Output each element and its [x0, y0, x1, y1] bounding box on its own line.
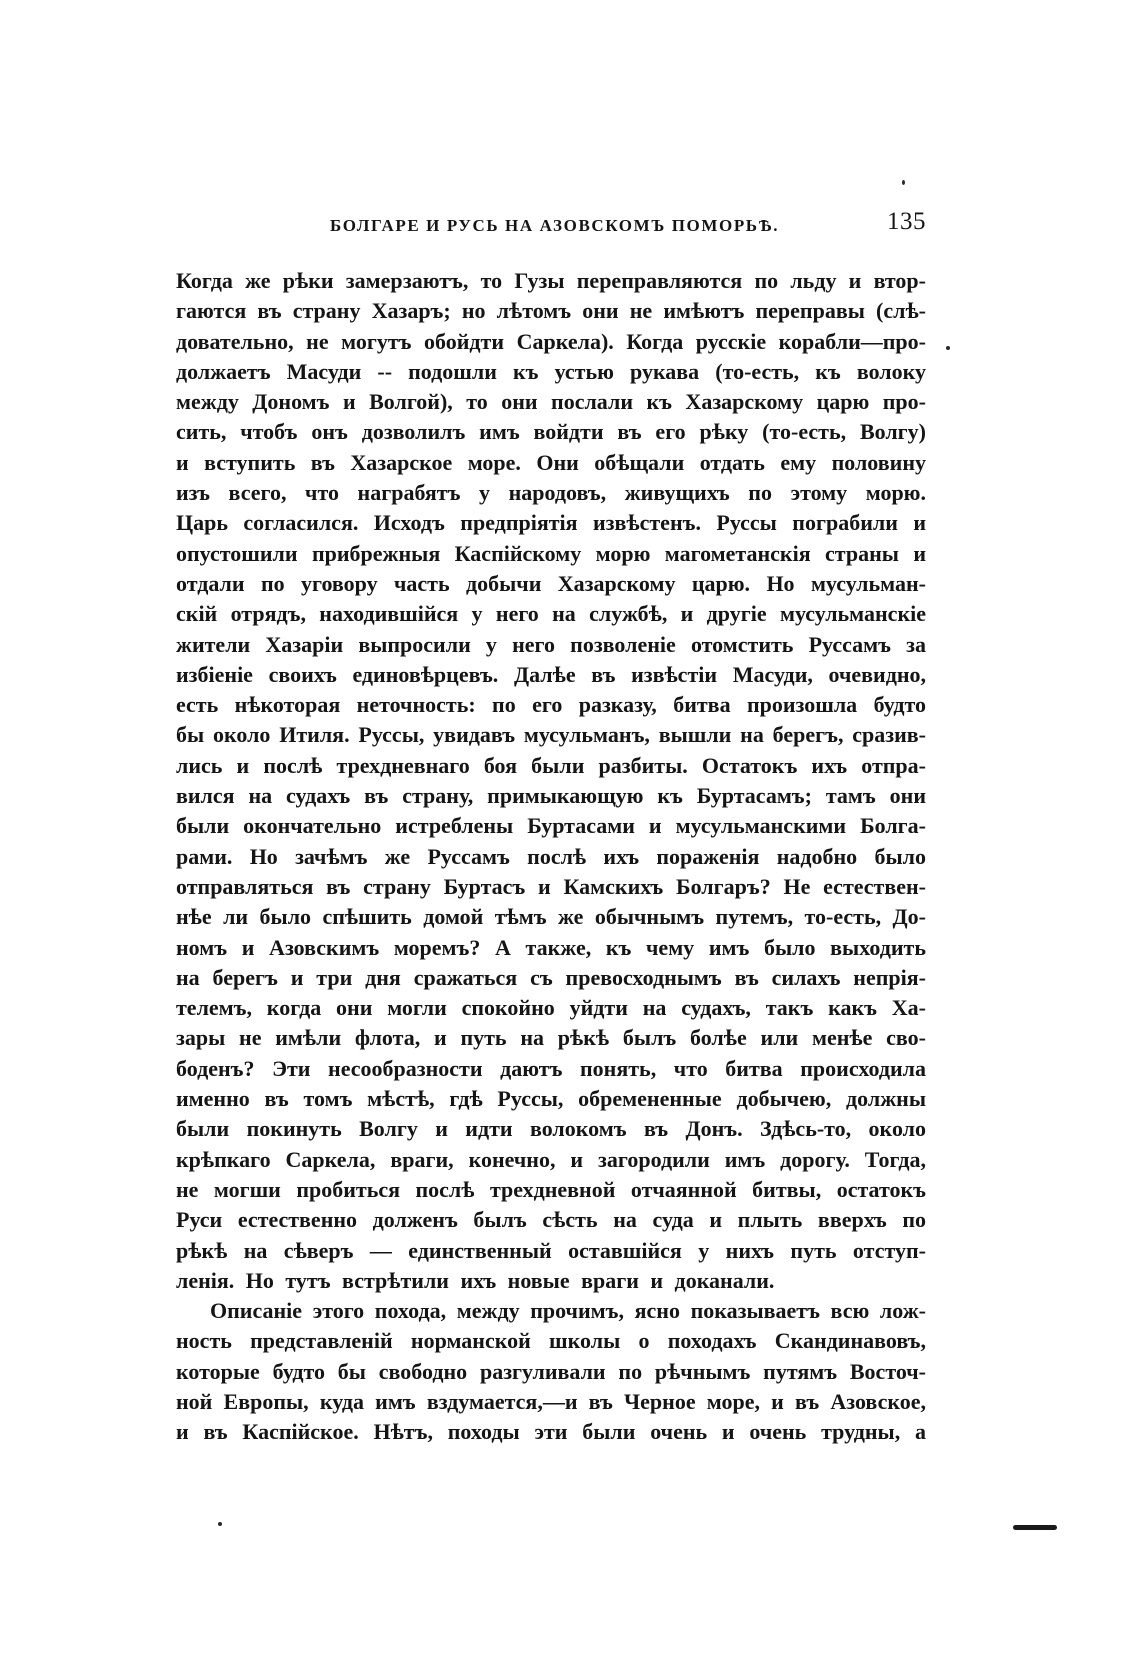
text-line: Царь согласился. Исходъ предпріятія извѣстенъ. Руссы пограбили и	[176, 510, 926, 536]
text-line: Когда же рѣки замерзаютъ, то Гузы переправляются по льду и втор-	[176, 268, 926, 293]
text-line: которые будто бы свободно разгуливали по рѣчнымъ путямъ Восточ-	[176, 1358, 926, 1384]
text-line: есть нѣкоторая неточность: по его разказу, битва произошла будто	[176, 692, 926, 718]
text-line: сить, чтобъ онъ дозволилъ имъ войдти въ его рѣку (то-есть, Волгу)	[176, 419, 926, 445]
text-line: не могши пробиться послѣ трехдневной отчаянной битвы, остатокъ	[176, 1176, 926, 1202]
body-text	[176, 266, 926, 1448]
text-line: зары не имѣли флота, и путь на рѣкѣ былъ болѣе или менѣе сво-	[176, 1025, 926, 1051]
text-line: именно въ томъ мѣстѣ, гдѣ Руссы, обремененные добычею, должны	[176, 1086, 926, 1112]
text-line: бы около Итиля. Руссы, увидавъ мусульманъ, вышли на берегъ, сразив-	[176, 722, 926, 748]
text-line: и въ Каспійское. Нѣтъ, походы эти были очень и очень трудны, а	[176, 1419, 926, 1445]
page-number: 135	[887, 208, 926, 235]
text-line: телемъ, когда они могли спокойно уйдти на судахъ, такъ какъ Ха-	[176, 995, 926, 1021]
text-line: нѣе ли было спѣшить домой тѣмъ же обычнымъ путемъ, то-есть, До-	[176, 904, 926, 930]
text-line: лись и послѣ трехдневнаго боя были разбиты. Остатокъ ихъ отпра-	[176, 752, 926, 778]
text-line: и вступить въ Хазарское море. Они обѣщали отдать ему половину	[176, 449, 926, 475]
text-line: опустошили прибрежныя Каспійскому морю магометанскія страны и	[176, 540, 926, 566]
text-line: должаетъ Масуди -- подошли къ устью рукава (то-есть, къ волоку	[176, 358, 926, 384]
text-line: рѣкѣ на сѣверъ — единственный оставшійся у нихъ путь отступ-	[176, 1237, 926, 1263]
scan-speck	[902, 180, 905, 185]
text-line: Руси естественно долженъ былъ сѣсть на суда и плыть вверхъ по	[176, 1207, 926, 1233]
text-line: номъ и Азовскимъ моремъ? А также, къ чему имъ было выходить	[176, 934, 926, 960]
text-line: ной Европы, куда имъ вздумается,—и въ Черное море, и въ Азовское,	[176, 1388, 926, 1414]
text-line: избіеніе своихъ единовѣрцевъ. Далѣе въ извѣстіи Масуди, очевидно,	[176, 661, 926, 687]
text-line: были покинуть Волгу и идти волокомъ въ Донъ. Здѣсь-то, около	[176, 1116, 926, 1142]
text-line: крѣпкаго Саркела, враги, конечно, и загородили имъ дорогу. Тогда,	[176, 1146, 926, 1172]
scan-edge-mark	[1013, 1525, 1057, 1530]
running-header	[176, 208, 926, 242]
text-line: отдали по уговору часть добычи Хазарскому царю. Но мусульман-	[176, 570, 926, 596]
running-title: БОЛГАРЕ И РУСЬ НА АЗОВСКОМЪ ПОМОРЬѢ.	[330, 216, 780, 235]
text-line: отправляться въ страну Буртасъ и Камскихъ Болгаръ? Не естествен-	[176, 873, 926, 899]
scan-speck	[946, 346, 950, 350]
text-line: довательно, не могутъ обойдти Саркела). Когда русскіе корабли—про-	[176, 328, 926, 354]
paragraph-start-line: Описаніе этого похода, между прочимъ, ясно показываетъ всю лож-	[210, 1298, 926, 1324]
text-line: рами. Но зачѣмъ же Руссамъ послѣ ихъ пораженія надобно было	[176, 843, 926, 869]
text-line: скій отрядъ, находившійся у него на службѣ, и другіе мусульманскіе	[176, 601, 926, 627]
text-line: боденъ? Эти несообразности даютъ понять, что битва происходила	[176, 1055, 926, 1081]
text-line: между Дономъ и Волгой), то они послали къ Хазарскому царю про-	[176, 389, 926, 415]
scan-speck	[218, 1522, 222, 1526]
text-line: жители Хазаріи выпросили у него позволеніе отомстить Руссамъ за	[176, 631, 926, 657]
text-line: гаются въ страну Хазаръ; но лѣтомъ они не имѣютъ переправы (слѣ-	[176, 298, 926, 324]
text-line: изъ всего, что награбятъ у народовъ, живущихъ по этому морю.	[176, 480, 926, 506]
text-line: вился на судахъ въ страну, примыкающую къ Буртасамъ; тамъ они	[176, 783, 926, 809]
text-line: были окончательно истреблены Буртасами и мусульманскими Болга-	[176, 813, 926, 839]
text-line: ность представленій норманской школы о походахъ Скандинавовъ,	[176, 1328, 926, 1354]
paragraph-end-line: ленія. Но тутъ встрѣтили ихъ новые враги и доканали.	[176, 1267, 775, 1293]
text-line: на берегъ и три дня сражаться съ превосходнымъ въ силахъ непрія-	[176, 964, 926, 990]
